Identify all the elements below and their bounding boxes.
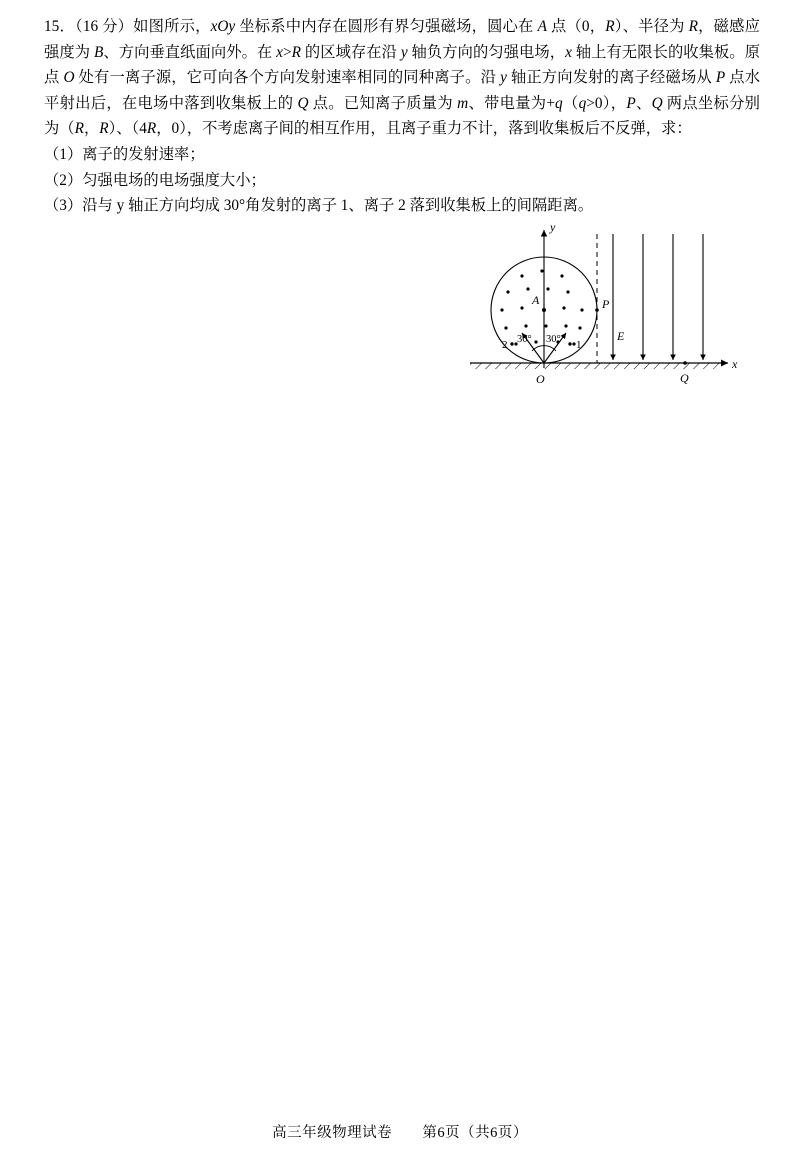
ion-1-dot bbox=[568, 342, 571, 345]
sub-question-2: （2）匀强电场的电场强度大小； bbox=[44, 171, 266, 189]
label-angle-left: 30° bbox=[517, 334, 532, 345]
footer-title: 高三年级物理试卷 bbox=[272, 1125, 393, 1141]
electric-field-lines bbox=[613, 234, 703, 360]
sub-question-1: （1）离子的发射速率； bbox=[44, 145, 205, 163]
label-ion-2: 2 bbox=[502, 339, 508, 351]
problem-statement: 15．（16 分）如图所示，xOy 坐标系中内存在圆形有界匀强磁场，圆心在 A 点（0，R）、半径为 R，磁感应强度为 B、方向垂直纸面向外。在 x>R 的区域存在沿 y 轴负方向的匀强电场，x 轴上有无限长的收集板。原点 O 处有一离子源，它可向各个方向发射速率相同的同种离子。沿 y 轴正方向发射的离子经磁场从 P 点水平射出后，在电场中落到收集板上的 Q 点。已知离子质量为 m、带电量为+q（q>0），P、Q 两点坐标分别为（R，R）、（4R，0），不考虑离子间的相互作用，且离子重力不计，落到收集板后不反弹，求： bbox=[44, 18, 761, 138]
label-ion-1: 1 bbox=[576, 339, 582, 351]
label-p: P bbox=[602, 297, 610, 311]
field-dots bbox=[500, 269, 583, 345]
label-angle-right: 30° bbox=[546, 334, 561, 345]
label-origin: O bbox=[536, 372, 545, 386]
label-e-field: E bbox=[617, 329, 625, 343]
label-y-axis: y bbox=[550, 220, 556, 234]
problem-block bbox=[44, 14, 760, 219]
label-a: A bbox=[532, 293, 540, 307]
footer-page-number: 第6页（共6页） bbox=[422, 1125, 528, 1141]
point-p bbox=[595, 308, 599, 312]
point-q bbox=[683, 361, 687, 365]
problem-number: 15． bbox=[44, 18, 75, 35]
ion-2-dot bbox=[510, 342, 513, 345]
problem-score: （16 分） bbox=[74, 18, 134, 35]
label-x-axis: x bbox=[732, 357, 738, 371]
page-footer bbox=[0, 1121, 800, 1142]
label-q: Q bbox=[680, 371, 689, 385]
sub-question-3: （3）沿与 y 轴正方向均成 30°角发射的离子 1、离子 2 落到收集板上的间隔距离。 bbox=[44, 197, 594, 215]
physics-figure bbox=[460, 216, 760, 401]
